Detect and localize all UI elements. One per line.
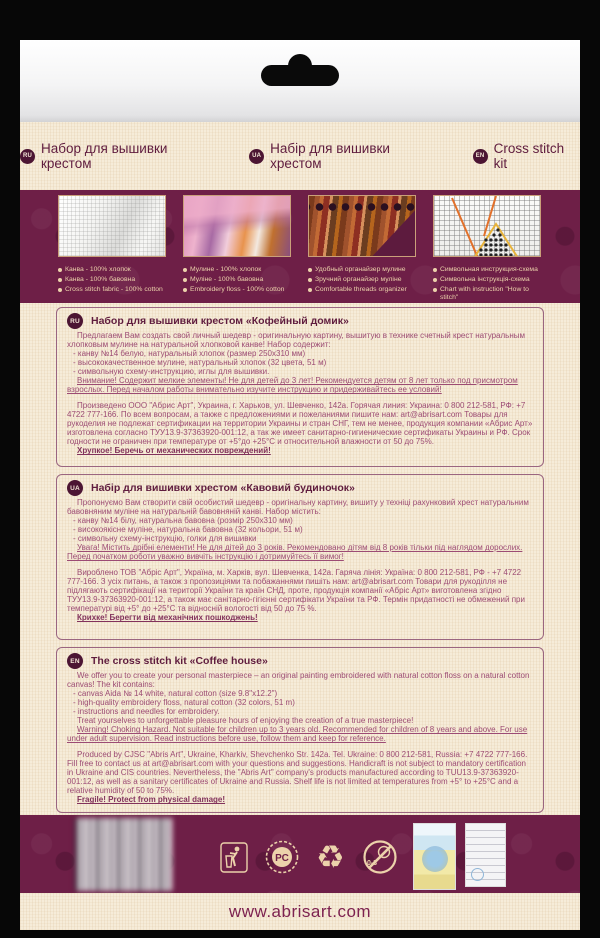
bullet-icon — [183, 268, 187, 272]
section-ru — [56, 307, 544, 467]
section-en-body — [67, 671, 533, 804]
header-en — [473, 141, 580, 171]
caption-row — [308, 276, 416, 284]
caption-row — [58, 266, 166, 274]
ru-item: - символьную схему-инструкцию, иглы для вышивки. — [73, 367, 270, 377]
certificate-stamp-icon — [471, 868, 484, 881]
section-en-title-row — [67, 653, 533, 669]
recycle-icon: ♻ — [316, 838, 345, 876]
ua-produced: Вироблено ТОВ "Абріс Арт", Україна, м. Харків, вул. Шевченка, 142а. Гаряча лінія: Україна: 0 800 212-581, РФ - +7 4722 777-166. З усіх питань, а також з пропозиціями та побажаннями пишіть нам: art@abrisart.com Товари для рукоділля не підлягають сертифікації на території України та країн СНД, проте, продукція компанії «Абріс Арт» виготовлена згідно ТУУ13.9-37363920-001:12, а також має санітарно-гігієнні сертифікати України та РФ. Термін придатності не обмежений при температурі від +5° до +25°С та відносній вологості від 50 до 75 %. — [67, 568, 525, 614]
ua-warning: Увага! Містить дрібні елементи! Не для дітей до 3 років. Рекомендовано дітям від 8 років тільки під наглядом дорослих. Перед початком роботи уважно вивчіть інструкцію і дотримуйтесь її вимог! — [67, 543, 523, 562]
photo-band — [20, 190, 580, 303]
canvas-captions — [58, 266, 166, 294]
bullet-icon — [58, 288, 62, 292]
caption-text: Муліне - 100% бавовна — [190, 275, 264, 283]
ru-produced: Произведено ООО "Абрис Арт", Украина, г. Харьков, ул. Шевченко, 142а. Горячая линия: Украина: 0 800 212-581, РФ: +7 4722 777-166. По всем вопросам, а также с предложениями и пожеланиями пишите нам: art@abrisart.com Товары для рукоделия не подлежат сертификации на территории Украины и стран СНГ, тем не менее, продукция компании «Абрис Арт» изготовлена согласно ТУУ13.9-37363920-001:12, а так же имеет санитарно-гигиенические сертификаты Украины и РФ. Срок годности не ограничен при температуре от +5°до +25°С и относительной влажности от 50 до 75%. — [67, 401, 533, 447]
header-ru — [20, 141, 219, 171]
en-item: - instructions and needles for embroidery. — [73, 707, 220, 717]
section-ua-title-row — [67, 480, 533, 496]
ua-item: - канву №14 білу, натуральна бавовна (розмір 250х310 мм) — [73, 516, 293, 526]
kit-package — [20, 40, 580, 930]
section-ru-title: Набор для вышивки крестом «Кофейный домик» — [91, 315, 349, 327]
caption-row — [308, 286, 416, 294]
ru-fragile: Хрупкое! Беречь от механических повреждений! — [77, 446, 271, 456]
photo-cell-canvas — [58, 195, 166, 304]
caption-text: Символьная инструкция-схема — [440, 266, 538, 273]
footer-band — [20, 815, 580, 893]
bullet-icon — [183, 278, 187, 282]
ru-warning: Внимание! Содержит мелкие элементы! Не для детей до 3 лет! Рекомендуется детям от 8 лет только под присмотром взрослых. Перед началом работы внимательно изучите инструкцию и придерживайтесь ее условий! — [67, 376, 518, 395]
photo-cell-chart — [433, 195, 541, 304]
certificate-stamp-icon — [422, 846, 448, 872]
pc-certification-icon — [265, 840, 299, 874]
caption-text: Зручний органайзер муліне — [315, 275, 402, 283]
bullet-icon — [308, 278, 312, 282]
caption-text: Comfortable threads organizer — [315, 285, 407, 293]
age-warning-0-3-icon — [362, 839, 398, 875]
en-badge-icon: EN — [67, 653, 83, 669]
certificate-russia — [465, 823, 506, 887]
canvas-photo — [58, 195, 166, 257]
certificate-ukraine — [413, 823, 456, 890]
caption-row — [58, 286, 166, 294]
ua-item: - символьну схему-інструкцію, голки для вишивки — [73, 534, 257, 544]
en-produced: Produced by CJSC "Abris Art", Ukraine, Kharkiv, Shevchenko Str. 142a. Tel. Ukraine: 0 800 212-581, Russia: +7 4722 777-166. Fill free to contact us at art@abrisart.com with your questions and suggestions. Handicraft is not subject to mandatory certification in Ukraine and CIS countries. Nevertheless, the "Abris Art" company's products manufactured according to TUU13.9-37363920-001:12, as well as a sanitary certificates of Ukraine and Russia. Shelf life is not limited at temperatures from +5° to +25°C and a relative humidity of 50 to 75%. — [67, 750, 528, 796]
ua-badge-icon: UA — [67, 480, 83, 496]
en-fragile: Fragile! Protect from physical damage! — [77, 795, 226, 805]
caption-row — [433, 286, 541, 303]
chart-photo — [433, 195, 541, 257]
floss-captions — [183, 266, 291, 294]
ru-badge-icon: RU — [67, 313, 83, 329]
caption-text: Канва - 100% хлопок — [65, 266, 131, 273]
en-warning: Warning! Choking Hazard. Not suitable for children up to 3 years old. Recommended for children of 8 years and above. For use under adult supervision. Read instructions before use, follow them and keep for reference. — [67, 725, 528, 744]
spacer — [67, 743, 533, 750]
caption-row — [183, 266, 291, 274]
ru-badge-icon: RU — [20, 149, 35, 164]
en-item: - canvas Aida № 14 white, natural cotton (size 9.8"x12.2") — [73, 689, 278, 699]
spacer — [67, 394, 533, 401]
bullet-icon — [308, 268, 312, 272]
organizer-captions — [308, 266, 416, 294]
en-badge-icon: EN — [473, 149, 488, 164]
website-url: www.abrisart.com — [228, 901, 372, 921]
section-en — [56, 647, 544, 813]
en-intro: We offer you to create your personal masterpiece – an original painting embroidered with natural cotton floss on a natural cotton canvas! The kit contains: — [67, 671, 530, 690]
caption-row — [308, 266, 416, 274]
description-area — [20, 303, 580, 815]
caption-row — [183, 286, 291, 294]
chart-captions — [433, 266, 541, 303]
bullet-icon — [308, 288, 312, 292]
bullet-icon — [433, 278, 437, 282]
tidy-man-icon — [220, 842, 248, 873]
caption-text: Мулине - 100% хлопок — [190, 266, 262, 273]
organizer-photo — [308, 195, 416, 257]
section-ua — [56, 474, 544, 640]
chart-pattern-graphic — [434, 196, 541, 257]
en-item: - high-quality embroidery floss, natural cotton (32 colors, 51 m) — [73, 698, 295, 708]
euro-slot-hole — [261, 65, 339, 86]
section-en-title: The cross stitch kit «Coffee house» — [91, 655, 268, 667]
bullet-icon — [433, 288, 437, 292]
caption-row — [433, 266, 541, 274]
ru-intro: Предлагаем Вам создать свой личный шедевр - оригинальную картину, вышитую в технике счетный крест натуральным хлопковым мулине на натуральной хлопковой канве! Набор содержит: — [67, 331, 525, 350]
bullet-icon — [183, 288, 187, 292]
section-ru-body — [67, 331, 533, 455]
ru-item: - высококачественное мулине, натуральный хлопок (32 цвета, 51 м) — [73, 358, 327, 368]
ua-intro: Пропонуємо Вам створити свій особистий шедевр - оригінальну картину, вишиту у техніці рахунковий хрест натуральним бавовняним муліне на натуральній бавовняній канві. Набор містить: — [67, 498, 529, 517]
header-ru-label: Набор для вышивки крестом — [41, 141, 168, 171]
ru-item: - канву №14 белую, натуральный хлопок (размер 250х310 мм) — [73, 349, 306, 359]
footer-icons — [220, 839, 398, 875]
caption-text: Cross stitch fabric - 100% cotton — [65, 285, 163, 293]
svg-text:РС: РС — [275, 853, 289, 864]
ua-badge-icon: UA — [249, 149, 264, 164]
website-strip — [20, 893, 580, 930]
photo-row — [58, 195, 542, 304]
caption-row — [183, 276, 291, 284]
section-ua-title: Набір для вишивки хрестом «Кавовий будиночок» — [91, 482, 355, 494]
hang-tab — [20, 40, 580, 122]
spacer — [67, 561, 533, 568]
section-ru-title-row — [67, 313, 533, 329]
svg-text:0-3: 0-3 — [366, 860, 377, 867]
language-header-band — [20, 122, 580, 190]
caption-text: Канва - 100% бавовна — [65, 275, 136, 283]
caption-text: Embroidery floss - 100% cotton — [190, 285, 285, 293]
en-extra: Treat yourselves to unforgettable pleasure hours of enjoying the creation of a true masterpiece! — [77, 716, 414, 726]
photo-cell-floss — [183, 195, 291, 304]
barcode — [75, 818, 172, 891]
caption-row — [433, 276, 541, 284]
bullet-icon — [58, 268, 62, 272]
caption-text: Символьна інструкція-схема — [440, 275, 530, 283]
caption-text: Удобный органайзер мулине — [315, 266, 406, 273]
bullet-icon — [58, 278, 62, 282]
photo-cell-organizer — [308, 195, 416, 304]
floss-photo — [183, 195, 291, 257]
ua-fragile: Крихке! Берегти від механічних пошкоджень! — [77, 613, 258, 623]
caption-text: Chart with instruction "How to stitch" — [440, 285, 529, 302]
header-ua — [249, 141, 442, 171]
header-ua-label: Набір для вишивки хрестом — [270, 141, 390, 171]
ua-item: - високоякісне муліне, натуральна бавовна (32 кольори, 51 м) — [73, 525, 303, 535]
bullet-icon — [433, 268, 437, 272]
header-en-label: Cross stitch kit — [493, 141, 565, 171]
caption-row — [58, 276, 166, 284]
section-ua-body — [67, 498, 533, 622]
